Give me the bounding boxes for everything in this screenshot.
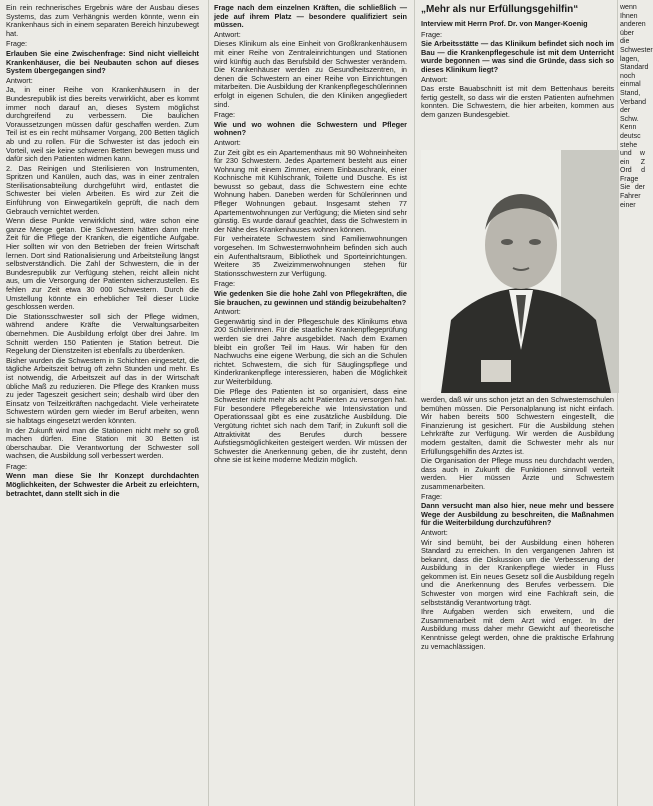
paragraph: Die Stationsschwester soll sich der Pflege widmen, während andere Kräfte die Verwaltungsarbeiten übernehmen. Die Ausbildung erfolgt über drei Jahre. Im Schnitt werden 150 Patienten je Station betreut. Die Regelung der Dienstzeiten ist ebenfalls zu überdenken. bbox=[6, 311, 199, 356]
answer: Die Pflege des Patienten ist so organisiert, dass eine Schwester nicht mehr als acht Patienten zu versorgen hat. Für besondere Pflegebereiche wie Intensivstation und Operationssaal gibt es eine zusätzliche Ausbildung. Die Vergütung richtet sich nach dem Tarif; in Zukunft soll die Attraktivität des Berufes durch bessere Aufstiegsmöglichkeiten gesteigert werden. Wir müssen der Schwester die Anerkennung geben, die ihr zusteht, denn ohne sie ist keine moderne Medizin möglich. bbox=[214, 386, 407, 465]
paragraph: Wenn diese Punkte verwirklicht sind, wäre schon eine ganze Menge getan. Die Schwestern hätten dann mehr Zeit für die Pflege der Kranken, die eigentliche Aufgabe. Hier sollten wir von den Betrieben der freien Wirtschaft lernen. Dort sind Rationalisierung und Arbeitsteilung längst selbstverständlich. Die Zahl der Schwestern, die in der Bundesrepublik zur Verfügung stehen, reicht allein nicht aus, um die Versorgung der Patienten sicherzustellen. Es fehlen zur Zeit etwa 30 000 Schwestern. Durch die Umstellung könnte ein erheblicher Teil dieser Lücke geschlossen werden. bbox=[6, 216, 199, 312]
answer: Dieses Klinikum als eine Einheit von Großkrankenhäusern mit einer Reihe von Zentraleinrichtungen und Stationen wird künftig auch das Berufsbild der Schwester verändern. Die Krankenhäuser werden zu Gesundheitszentren, in denen die Schwestern an einer Reihe von Einrichtungen mitarbeiten. Die Ausbildung der Krankenpflegeschülerinnen erfolgt in eigenen Schulen, die den Kliniken angegliedert sind. bbox=[214, 39, 407, 109]
paragraph: wenn Ihnen anderen über die Schwester lagen, Standard noch einmal Stand, Verband der Schw. Kenn deutsc stehe und w ein Z Ord d Frage Sie der Fahrer einer bbox=[620, 4, 653, 209]
paragraph: In der Zukunft wird man die Stationen nicht mehr so groß machen dürfen. Eine Station mit 30 Betten ist überschaubar. Die Verantwortung der Schwester soll wachsen, die Ausbildung soll verbessert werden. bbox=[6, 425, 199, 461]
paragraph: Die Organisation der Pflege muss neu durchdacht werden, dass auch in Zukunft die Funktionen sinnvoll verteilt werden. Hier müssen Ärzte und Schwestern zusammenarbeiten. bbox=[421, 456, 614, 491]
question-label: Frage: bbox=[214, 279, 236, 289]
answer-label: Antwort: bbox=[6, 75, 33, 85]
question: Erlauben Sie eine Zwischenfrage: Sind nicht vielleicht Krankenhäuser, die bei Neubauten schon auf dieses System übergegangen sind? bbox=[6, 48, 199, 76]
question-label: Frage: bbox=[6, 39, 28, 49]
article-column-1 bbox=[6, 4, 199, 804]
subheadline: Interview mit Herrn Prof. Dr. von Manger-Koenig bbox=[421, 19, 588, 28]
headline: „Mehr als nur Erfüllungsgehilfin“ bbox=[421, 4, 579, 15]
answer-label: Antwort: bbox=[214, 29, 241, 39]
article-column-3-lower bbox=[421, 396, 614, 802]
answer: Zur Zeit gibt es ein Apartementhaus mit 90 Wohneinheiten für 230 Schwestern. Jedes Apartement besteht aus einer Wohnung mit einem Zimmer, einem Einbauschrank, einer Kochnische mit Kühlschrank, Toilette und Dusche. Es ist bewusst so gebaut, dass die Schwestern eine echte Wohnung haben. Daneben werden für Schülerinnen und Pfleger Wohnungen gebaut. Insgesamt stehen 77 Apartementwohnungen zur Verfügung; die Mieten sind sehr günstig. Es wurde darauf geachtet, dass die Schwestern in der Nähe des Krankenhauses wohnen können. bbox=[214, 147, 407, 234]
column-divider bbox=[208, 0, 209, 806]
question-label: Frage: bbox=[6, 461, 28, 471]
answer: Ja, in einer Reihe von Krankenhäusern in der Bundesrepublik ist dies bereits verwirklicht, aber es kommt immer noch darauf an, dieses System möglichst durchgreifend zu verbessern. Die baulichen Voraussetzungen müssen dafür geschaffen werden. Zum Teil ist es ein recht mühsamer Vorgang, 200 Betten täglich ab und zu rollen. Für die Schwester ist das jedoch ein Vorteil, weil sie keine schweren Betten bewegen muss und dafür sich den Patienten widmen kann. bbox=[6, 85, 199, 164]
article-column-3 bbox=[421, 4, 614, 148]
paragraph: Ein rein rechnerisches Ergebnis wäre der Ausbau dieses Systems, das zum Verhängnis werden könnte, wenn ein Krankenhaus sich in einem separaten Bereich hinzubewegt hat. bbox=[6, 3, 199, 38]
answer-label: Antwort: bbox=[421, 527, 448, 537]
question: Sie Arbeitsstätte — das Klinikum befindet sich noch im Bau — die Krankenpflegeschule ist mit dem Unterricht wurde begonnen — was sind die Gründe, dass sich so dieses Klinikum liegt? bbox=[421, 39, 614, 74]
question: Dann versucht man also hier, neue mehr und bessere Wege der Ausbildung zu beschreiten, die Maßnahmen für die Weiterbildung durchzuführen? bbox=[421, 501, 614, 528]
answer: Wir sind bemüht, bei der Ausbildung einen höheren Standard zu erreichen. In den vergangenen Jahren ist bekannt, dass die Diskussion um die Verbesserung der Ausbildung in der Krankenpflege wieder in Fluss gekommen ist. Ein neues Gesetz soll die Ausbildung regeln und die Anerkennung des Berufes verbessern. Die Schwester von morgen wird eine Fachkraft sein, die selbstständig Verantwortung trägt. bbox=[421, 537, 614, 607]
answer: Gegenwärtig sind in der Pflegeschule des Klinikums etwa 200 Schülerinnen. Für die staatliche Krankenpflegeprüfung werden sie drei Jahre ausgebildet. Nach dem Examen bleibt ein großer Teil im Haus. Wir haben für den Nachwuchs eine eigene Werbung, die sich an die Schulen richtet. Schwestern, die sich für Säuglingspflege und Kinderkrankenpflege interessieren, haben die Möglichkeit zur Weiterbildung. bbox=[214, 316, 407, 386]
portrait-photo bbox=[421, 150, 619, 393]
question: Wie gedenken Sie die hohe Zahl von Pflegekräften, die Sie brauchen, zu gewinnen und ständig beizubehalten? bbox=[214, 289, 407, 307]
answer-label: Antwort: bbox=[214, 307, 241, 317]
answer: Für verheiratete Schwestern sind Familienwohnungen vorgesehen. Im Schwesternwohnheim befinden sich auch ein Aufenthaltsraum, Bibliothek und Sporteinrichtungen. Weitere 35 Zweizimmerwohnungen stehen für Stationsschwestern zur Verfügung. bbox=[214, 234, 407, 278]
answer-label: Antwort: bbox=[214, 137, 241, 147]
paragraph: 2. Das Reinigen und Sterilisieren von Instrumenten, Spritzen und Kanülen, auch das, was in einer zentralen Sterilisationsabteilung durchgeführt wird, entlastet die Schwester bei vielen Arbeiten. Es wird zur Zeit die Einführung von Einwegartikeln geprüft, die nach dem Gebrauch vernichtet werden. bbox=[6, 163, 199, 216]
column-divider bbox=[617, 0, 618, 806]
answer: Ihre Aufgaben werden sich erweitern, und die Zusammenarbeit mit dem Arzt wird enger. In der Ausbildung muss daher mehr Gewicht auf theoretische Kenntnisse gelegt werden, ohne die praktische Erfahrung zu vernachlässigen. bbox=[421, 607, 614, 651]
answer-label: Antwort: bbox=[421, 74, 448, 84]
answer: Das erste Bauabschnitt ist mit dem Bettenhaus bereits fertig gestellt, so dass wir die ersten Patienten aufnehmen konnten. Die Schwestern, die hier arbeiten, kommen aus dem ganzen Bundesgebiet. bbox=[421, 84, 614, 119]
question-label: Frage: bbox=[214, 110, 236, 120]
question: Frage nach dem einzelnen Kräften, die schließlich — jede auf ihrem Platz — besondere qualifiziert sein müssen. bbox=[214, 3, 407, 30]
paragraph: werden, daß wir uns schon jetzt an den Schwesternschulen bemühen müssen. Die Personalplanung ist nicht einfach. Wir haben bereits 500 Schwestern eingestellt, die Finanzierung ist gesichert. Für die Ausbildung stehen Lehrkräfte zur Verfügung. Wir werden die Ausbildung modern gestalten, damit die Schwester mehr als nur Erfüllungsgehilfin des Arztes ist. bbox=[421, 395, 614, 456]
question: Wenn man diese Sie Ihr Konzept durchdachten Möglichkeiten, der Schwester die Arbeit zu erleichtern, betrachtet, dann stellt sich in die bbox=[6, 471, 199, 498]
article-column-2 bbox=[214, 4, 407, 804]
question: Wie und wo wohnen die Schwestern und Pfleger wohnen? bbox=[214, 119, 407, 138]
question-label: Frage: bbox=[421, 491, 443, 501]
column-divider bbox=[414, 0, 415, 806]
article-column-4-cutoff bbox=[620, 4, 653, 804]
question-label: Frage: bbox=[421, 29, 443, 39]
paragraph: Bisher wurden die Schwestern in Schichten eingesetzt, die tägliche Arbeitszeit betrug oft zehn Stunden und mehr. Es ist notwendig, die Arbeitszeit auf das in der Wirtschaft übliche Maß zu reduzieren. Die Pflege des Kranken muss zu jeder Tageszeit gesichert sein; deshalb wird über den Einsatz von Teilzeitkräften nachgedacht. Viele verheiratete Schwestern würden gern wieder im Beruf arbeiten, wenn sie halbtags eingesetzt werden könnten. bbox=[6, 355, 199, 425]
portrait-illustration bbox=[421, 150, 619, 393]
